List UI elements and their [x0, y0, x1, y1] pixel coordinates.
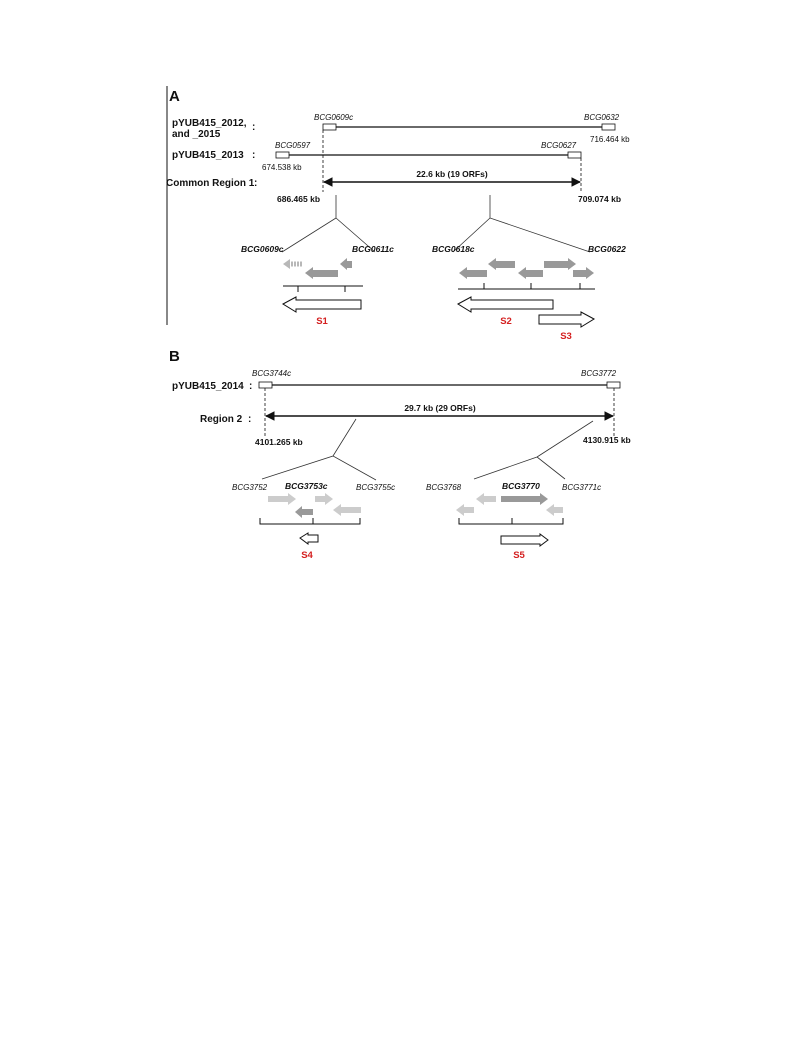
zoom-left-gene-end: BCG0611c — [352, 244, 394, 254]
region2-span: 29.7 kb (29 ORFs) — [404, 403, 476, 413]
panel-b-letter: B — [169, 348, 180, 365]
zoom-right-gene-start: BCG0618c — [432, 244, 475, 254]
row1-right-end-box — [602, 124, 615, 130]
region2-start: 4101.265 kb — [255, 437, 303, 447]
zoom-right-orfs — [458, 258, 595, 289]
orf-arrow-left — [546, 504, 563, 516]
row2-left-end-box — [276, 152, 289, 158]
zoom-b-right-gene-1: BCG3768 — [426, 483, 462, 492]
panel-b-left-gene: BCG3744c — [252, 369, 292, 378]
orf-arrow-left — [476, 493, 496, 505]
panel-a — [166, 86, 630, 342]
zoom-b-right-bracket — [459, 518, 563, 524]
row1-right-gene: BCG0632 — [584, 113, 620, 122]
fragment-s2-label: S2 — [500, 316, 512, 327]
fragment-s5-arrow — [501, 534, 548, 546]
zoom-right-gene-end: BCG0622 — [588, 244, 626, 254]
orf-arrow-left — [340, 258, 352, 270]
orf-arrow-dashed — [283, 259, 302, 269]
zoom-left-gene-start: BCG0609c — [241, 244, 284, 254]
region1-span: 22.6 kb (19 ORFs) — [416, 169, 488, 179]
orf-arrow-right — [315, 493, 333, 505]
row1-left-end-box — [323, 124, 336, 130]
orf-arrow-left — [456, 504, 474, 516]
zoom-b-left-bracket — [260, 518, 360, 524]
zoom-b-right-orfs — [456, 493, 563, 524]
orf-arrow-left — [459, 267, 487, 279]
fragment-s1-label: S1 — [316, 316, 328, 327]
fragment-s1-arrow — [283, 297, 361, 312]
panel-b-right-end-box — [607, 382, 620, 388]
panel-a-letter: A — [169, 88, 180, 105]
row1-right-coord: 716.464 kb — [590, 135, 630, 144]
region1-colon: : — [254, 178, 258, 189]
orf-arrow-right — [268, 493, 296, 505]
row2-label: pYUB415_2013 — [172, 150, 244, 161]
fragment-s5-label: S5 — [513, 550, 525, 561]
row1-label-line2: and _2015 — [172, 129, 221, 140]
panel-b-row-colon: : — [249, 381, 253, 392]
orf-arrow-right — [544, 258, 576, 270]
region2-colon: : — [248, 414, 252, 425]
zoom-b-left-orfs — [260, 493, 361, 524]
zoom-b-right-gene-2: BCG3770 — [502, 481, 540, 491]
fragment-s3-arrow — [539, 312, 594, 327]
region1-end: 709.074 kb — [578, 194, 622, 204]
fragment-s4-arrow — [300, 533, 318, 544]
fragment-s4-label: S4 — [301, 550, 313, 561]
zoom-b-left-gene-1: BCG3752 — [232, 483, 268, 492]
region2-label: Region 2 — [200, 414, 243, 425]
panel-b-row-label: pYUB415_2014 — [172, 381, 244, 392]
orf-arrow-right — [501, 493, 548, 505]
row2-colon: : — [252, 150, 256, 161]
orf-arrow-right — [573, 267, 594, 279]
orf-arrow-left — [488, 258, 515, 270]
panel-b-left-end-box — [259, 382, 272, 388]
zoom-left-orfs — [283, 258, 363, 292]
orf-arrow-left — [333, 504, 361, 516]
orf-arrow-left — [295, 506, 313, 518]
region1-label: Common Region 1 — [166, 178, 255, 189]
row2-left-gene: BCG0597 — [275, 141, 311, 150]
panel-b-right-gene: BCG3772 — [581, 369, 617, 378]
zoom-b-left-gene-3: BCG3755c — [356, 483, 396, 492]
row2-left-coord: 674.538 kb — [262, 163, 302, 172]
region2-end: 4130.915 kb — [583, 435, 631, 445]
row1-label-line1: pYUB415_2012, — [172, 118, 247, 129]
zoom-b-left-gene-2: BCG3753c — [285, 481, 328, 491]
row1-colon: : — [252, 122, 256, 133]
row1-left-gene: BCG0609c — [314, 113, 354, 122]
zoom-b-right-gene-3: BCG3771c — [562, 483, 602, 492]
zoom-b-left-connector — [262, 419, 376, 480]
zoom-b-right-connector — [474, 421, 593, 479]
panel-b — [169, 348, 631, 561]
orf-arrow-left — [305, 267, 338, 279]
region1-start: 686.465 kb — [277, 194, 321, 204]
row2-right-end-box — [568, 152, 581, 158]
orf-arrow-left — [518, 267, 543, 279]
fragment-s2-arrow — [458, 297, 553, 312]
fragment-s3-label: S3 — [560, 331, 572, 342]
row2-right-gene: BCG0627 — [541, 141, 577, 150]
